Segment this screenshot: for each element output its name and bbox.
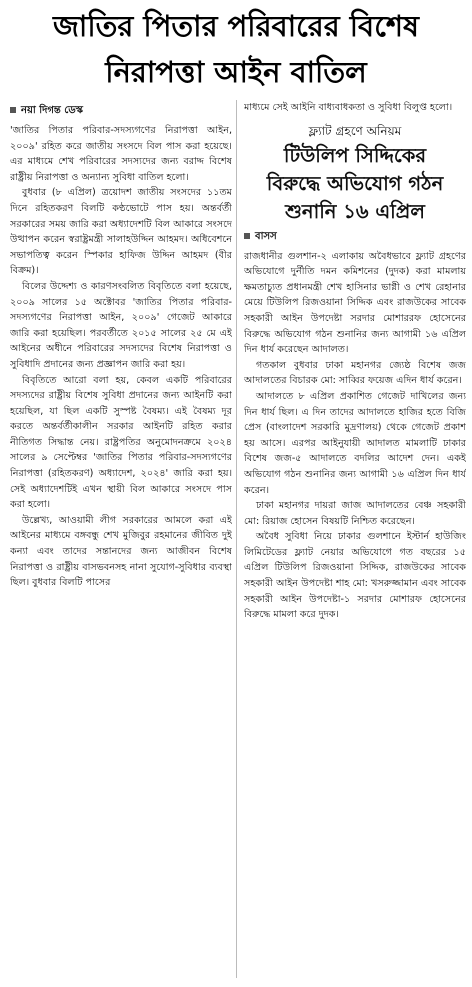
- main-headline-line-2: নিরাপত্তা আইন বাতিল: [105, 55, 367, 89]
- article-1-paragraph: 'জাতির পিতার পরিবার-সদস্যগণের নিরাপত্তা আইন, ২০০৯' রহিত করে জাতীয় সংসদে বিল পাস করা হয়েছে। এর মাধ্যমে শেখ পরিবারের সদস্যদের জন্য বরাদ্দ বিশেষ রাষ্ট্রীয় নিরাপত্তা ও অন্যান্য সুবিধা বাতিল হলো।: [10, 125, 232, 183]
- article-1-paragraph: উল্লেখ্য, আওয়ামী লীগ সরকারের আমলে করা এই আইনের মাধ্যমে বঙ্গবন্ধু শেখ মুজিবুর রহমানের জীবিত দুই কন্যা এবং তাদের সন্তানদের জন্য আজীবন বিশেষ নিরাপত্তা ও রাষ্ট্রীয় বাসভবনসহ নানা সুযোগ-সুবিধার ব্যবস্থা ছিল। বুধবার বিলটি পাসের: [10, 514, 232, 589]
- article-1-paragraph: বিলের উদ্দেশ্য ও কারণসংবলিত বিবৃতিতে বলা হয়েছে, ২০০৯ সালের ১৫ অক্টোবর 'জাতির পিতার পরিবার-সদস্যগণের নিরাপত্তা আইন, ২০০৯' গেজেট আকারে জারি করা হয়েছিল। পরবর্তীতে ২০১৫ সালের ২৫ মে এই আইনের অধীনে পরিবারের সদস্যদের বিশেষ নিরাপত্তা ও সুবিধাদি প্রদানের জন্য প্রজ্ঞাপন জারি করা হয়।: [10, 280, 232, 370]
- article-2-headline-line: বিরুদ্ধে অভিযোগ গঠন: [266, 171, 444, 195]
- bullet-square-icon: [244, 233, 250, 239]
- article-2-header: [244, 122, 466, 226]
- article-2-kicker: ফ্ল্যাট গ্রহণে অনিয়ম: [308, 123, 402, 138]
- byline-text: নয়া দিগন্ত ডেস্ক: [21, 105, 83, 116]
- bullet-square-icon: [10, 107, 16, 113]
- article-2-paragraph: আদালতে ৮ এপ্রিল প্রকাশিত গেজেট দাখিলের জন্য দিন ধার্য ছিল। এ দিন তাদের আদালতে হাজির হতে বিজি প্রেস (বাংলাদেশ সরকারি মুদ্রণালয়) থেকে গেজেট প্রকাশ হয় আসে। এরপর আইনুযায়ী আদালত মামলাটি ঢাকার বিশেষ জজ-৫ আদালতে বদলির আদেশ দেন। একই অভিযোগ গঠন শুনানির জন্য আগামী ১৬ এপ্রিল দিন ধার্য করেন।: [244, 390, 466, 496]
- article-2-paragraph: ঢাকা মহানগর দায়রা জাজ আদালতের বেঞ্চ সহকারী মো: রিয়াজ হোসেন বিষয়টি নিশ্চিত করেছেন।: [244, 500, 466, 527]
- article-2-column: [244, 100, 466, 980]
- article-1-byline: [10, 104, 232, 118]
- article-2-byline: [244, 230, 466, 244]
- main-headline-line-1: জাতির পিতার পরিবারের বিশেষ: [52, 9, 420, 43]
- article-1-paragraph: বিবৃতিতে আরো বলা হয়, কেবল একটি পরিবারের সদস্যদের রাষ্ট্রীয় বিশেষ সুবিধা প্রদানের জন্য আইনটি করা হয়েছিল, যা ছিল একটি সুস্পষ্ট বৈষম্য। এই বৈষম্য দূর করতে অন্তর্বর্তীকালীন সরকার আইনটি রহিত করার নীতিগত সিদ্ধান্ত নেয়। রাষ্ট্রপতির অনুমোদনক্রমে ২০২৪ সালের ৯ সেপ্টেম্বর 'জাতির পিতার পরিবার-সদস্যগণের নিরাপত্তা (রহিতকরণ) অধ্যাদেশ, ২০২৪' জারি করা হয়। সেই অধ্যাদেশটিই এখন স্থায়ী বিল আকারে সংসদে পাস করা হলো।: [10, 374, 232, 511]
- article-1-column: [10, 100, 232, 980]
- article-2-headline-line: টিউলিপ সিদ্দিকের: [283, 143, 427, 167]
- article-2-paragraph: রাজধানীর গুলশান-২ এলাকায় অবৈধভাবে ফ্ল্যাট গ্রহণের অভিযোগে দুর্নীতি দমন কমিশনের (দুদক) করা মামলায় ক্ষমতাচ্যুত প্রধানমন্ত্রী শেখ হাসিনার ভাগ্নী ও শেখ রেহানার মেয়ে টিউলিপ রিজওয়ানা সিদ্দিক এবং রাজউকের সাবেক সহকারী আইন উপদেষ্টা সরদার মোশাররফ হোসেনের বিরুদ্ধে অভিযোগ গঠন শুনানির জন্য আগামী ১৬ এপ্রিল দিন ধার্য করেছেন আদালত।: [244, 250, 466, 356]
- byline-text: বাসস: [255, 230, 277, 242]
- column-divider: [236, 100, 237, 978]
- article-2-paragraph: অবৈধ সুবিধা নিয়ে ঢাকার গুলশানে ইস্টার্ন হাউজিং লিমিটেডের ফ্ল্যাট নেয়ার অভিযোগে গত বছরের ১৫ এপ্রিল টিউলিপ রিজওয়ানা সিদ্দিক, রাজউকের সাবেক সহকারী আইন উপদেষ্টা শাহ মো: খসরুজ্জামান এবং সাবেক সহকারী আইন উপদেষ্টা-১ সরদার মোশারফ হোসেনের বিরুদ্ধে মামলা করে দুদক।: [244, 531, 466, 621]
- article-1-continuation: মাধ্যমে সেই আইনি বাধ্যবাধকতা ও সুবিধা বিলুপ্ত হলো।: [244, 102, 453, 113]
- article-2-paragraph: গতকাল বুধবার ঢাকা মহানগর জ্যেষ্ঠ বিশেষ জজ আদালতের বিচারক মো: সাব্বির ফয়েজ এদিন ধার্য করেন।: [244, 359, 466, 387]
- article-2-headline-line: শুনানি ১৬ এপ্রিল: [285, 199, 425, 223]
- article-1-paragraph: বুধবার (৮ এপ্রিল) ত্রয়োদশ জাতীয় সংসদের ১১তম দিনে রহিতকরণ বিলটি কণ্ঠভোটে পাস হয়। অন্তর্বর্তী সরকারের সময় জারি করা অধ্যাদেশটি বিল আকারে সংসদে উত্থাপন করেন স্বরাষ্ট্রমন্ত্রী সালাহউদ্দিন আহমদ। অধিবেশনে সভাপতিত্ব করেন স্পিকার হাফিজ উদ্দিন আহমদ (বীর বিক্রম)।: [10, 187, 232, 277]
